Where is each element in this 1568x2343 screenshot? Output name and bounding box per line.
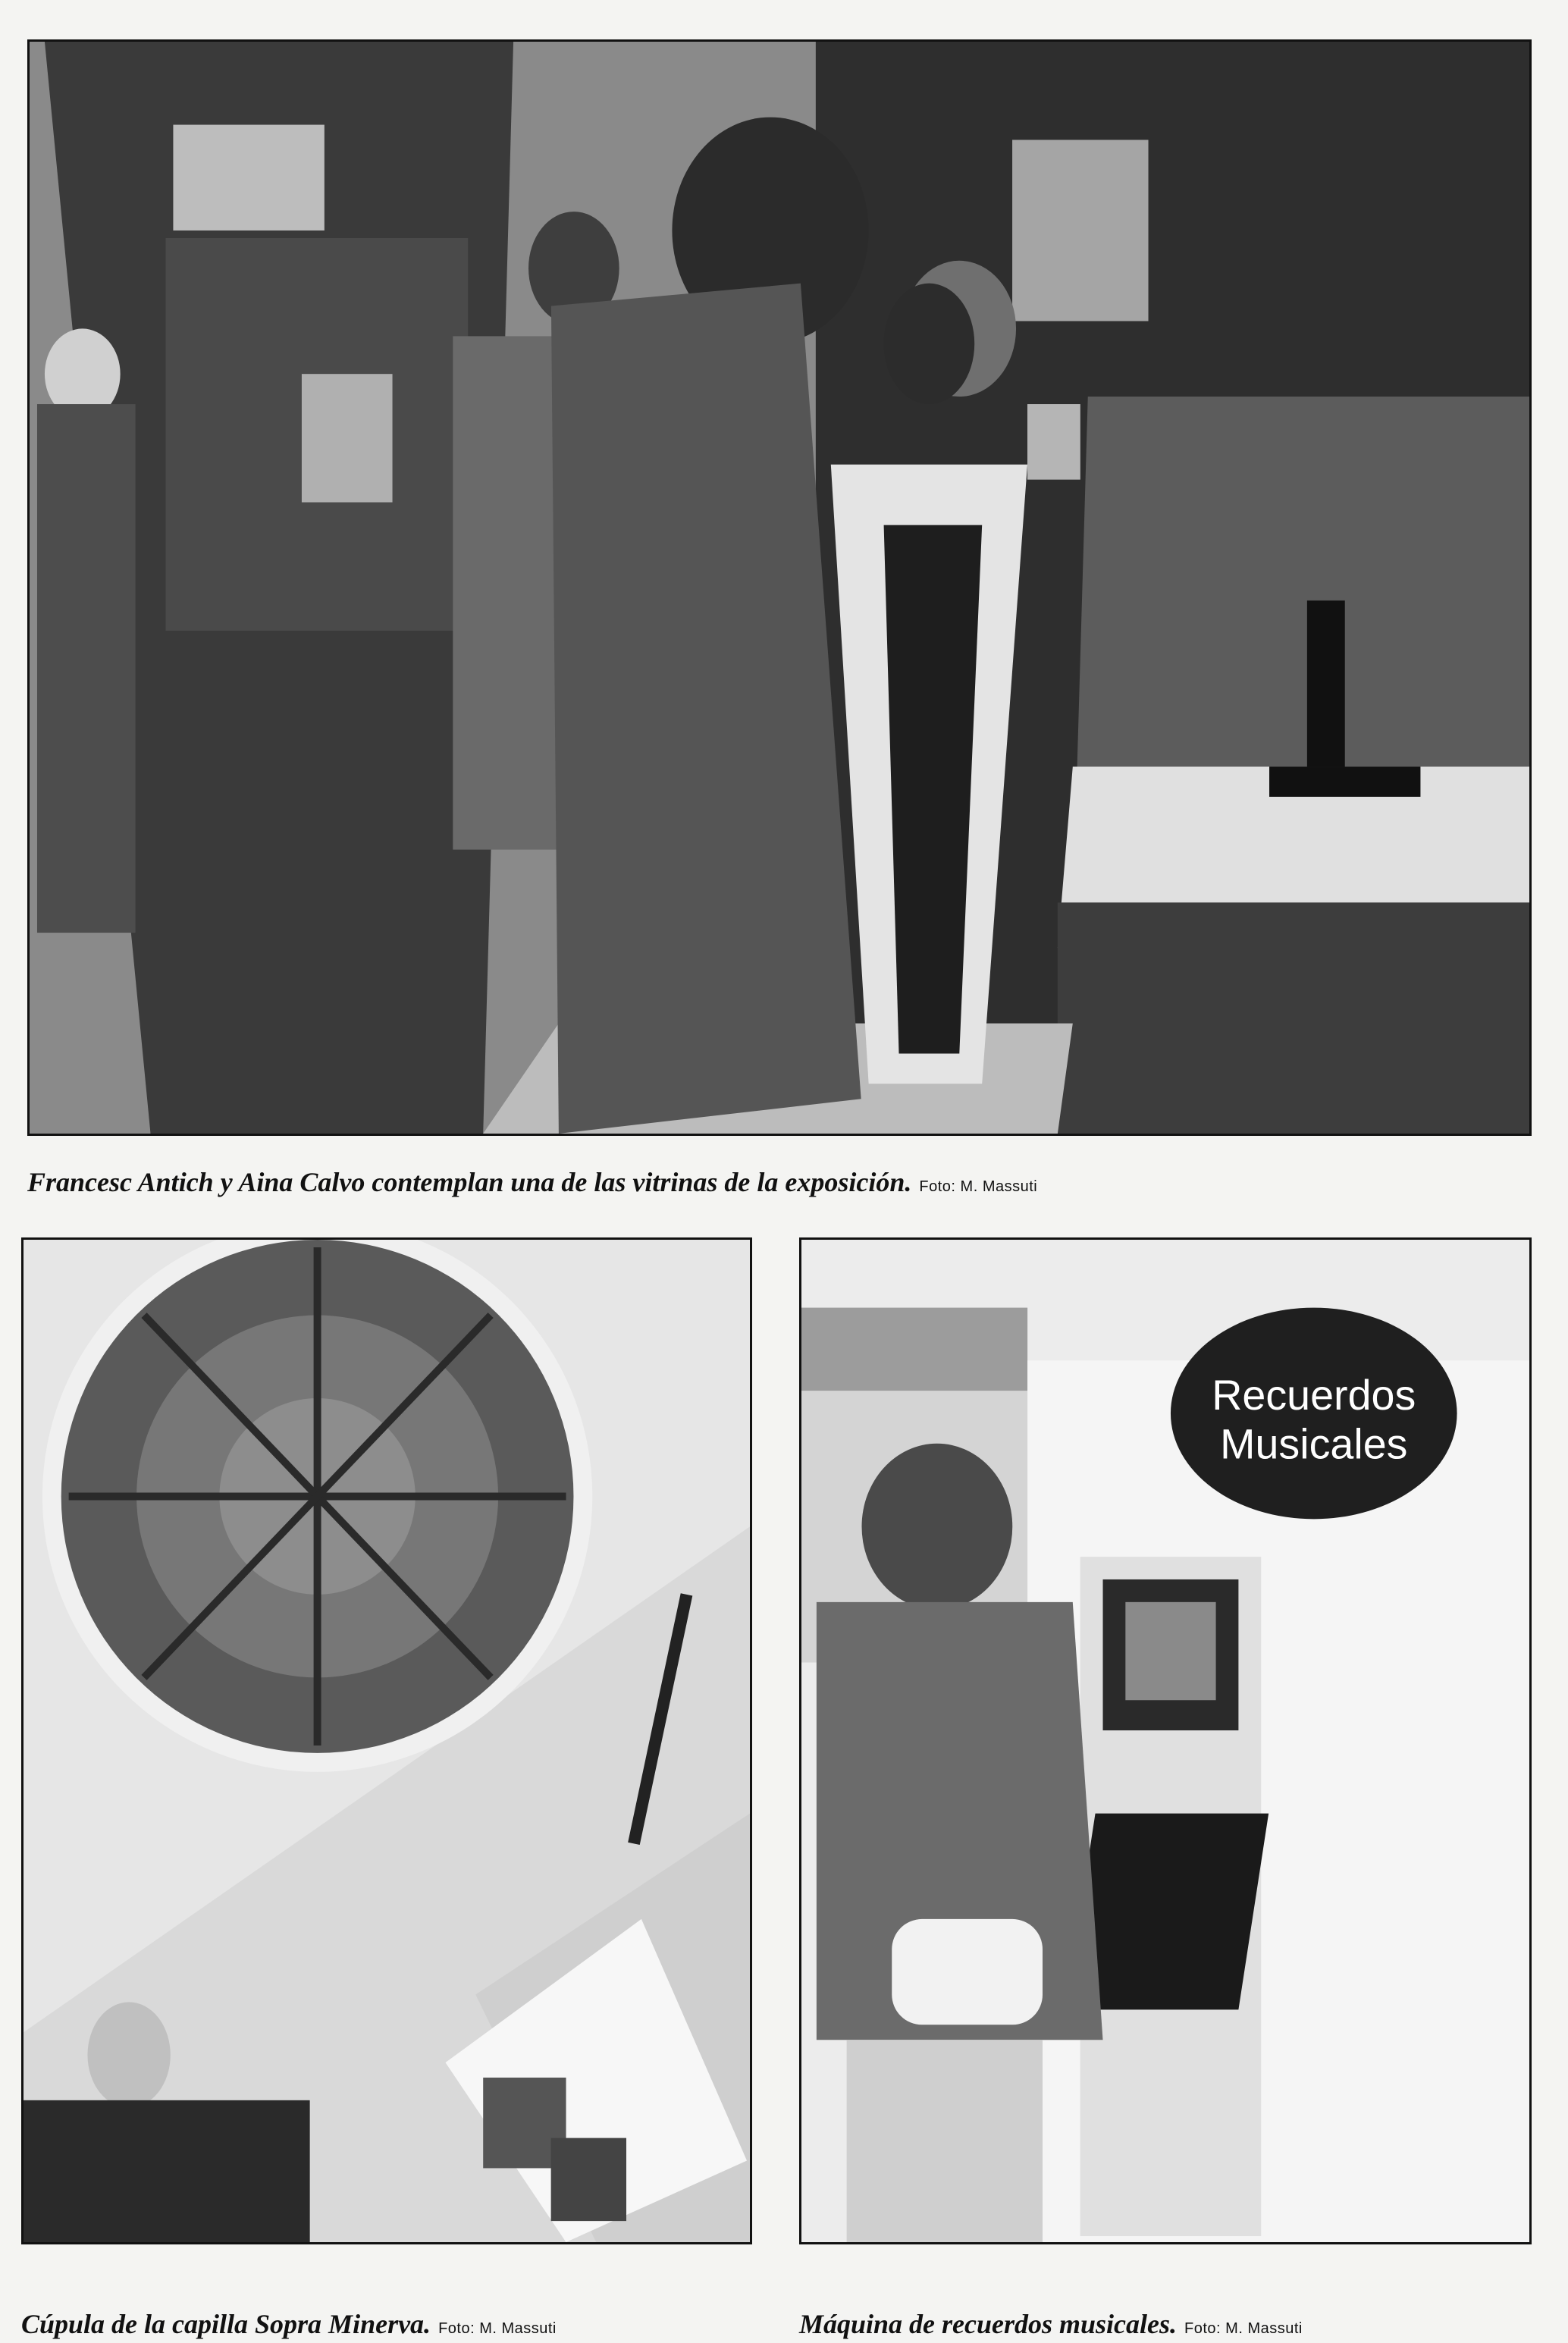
caption-text: Cúpula de la capilla Sopra Minerva. — [21, 2309, 431, 2339]
photo-credit: Foto: M. Massuti — [919, 1178, 1038, 1195]
dome-photo-image — [24, 1240, 750, 2242]
photo-caption — [21, 2308, 557, 2340]
dome-photo — [21, 1237, 752, 2244]
sign-text-line1: Recuerdos — [1212, 1371, 1416, 1419]
caption-text: Francesc Antich y Aina Calvo contemplan una de las vitrinas de la exposición. — [27, 1167, 912, 1197]
exhibition-photo-image — [30, 42, 1529, 1134]
caption-text: Máquina de recuerdos musicales. — [799, 2309, 1178, 2339]
photo-credit: Foto: M. Massuti — [438, 2320, 557, 2337]
music-machine-photo-image — [801, 1240, 1529, 2242]
music-machine-photo — [799, 1237, 1532, 2244]
photo-caption — [27, 1166, 1037, 1198]
sign-text-line2: Musicales — [1220, 1420, 1408, 1468]
photo-credit: Foto: M. Massuti — [1184, 2320, 1303, 2337]
exhibition-photo — [27, 39, 1532, 1136]
photo-caption — [799, 2308, 1303, 2340]
